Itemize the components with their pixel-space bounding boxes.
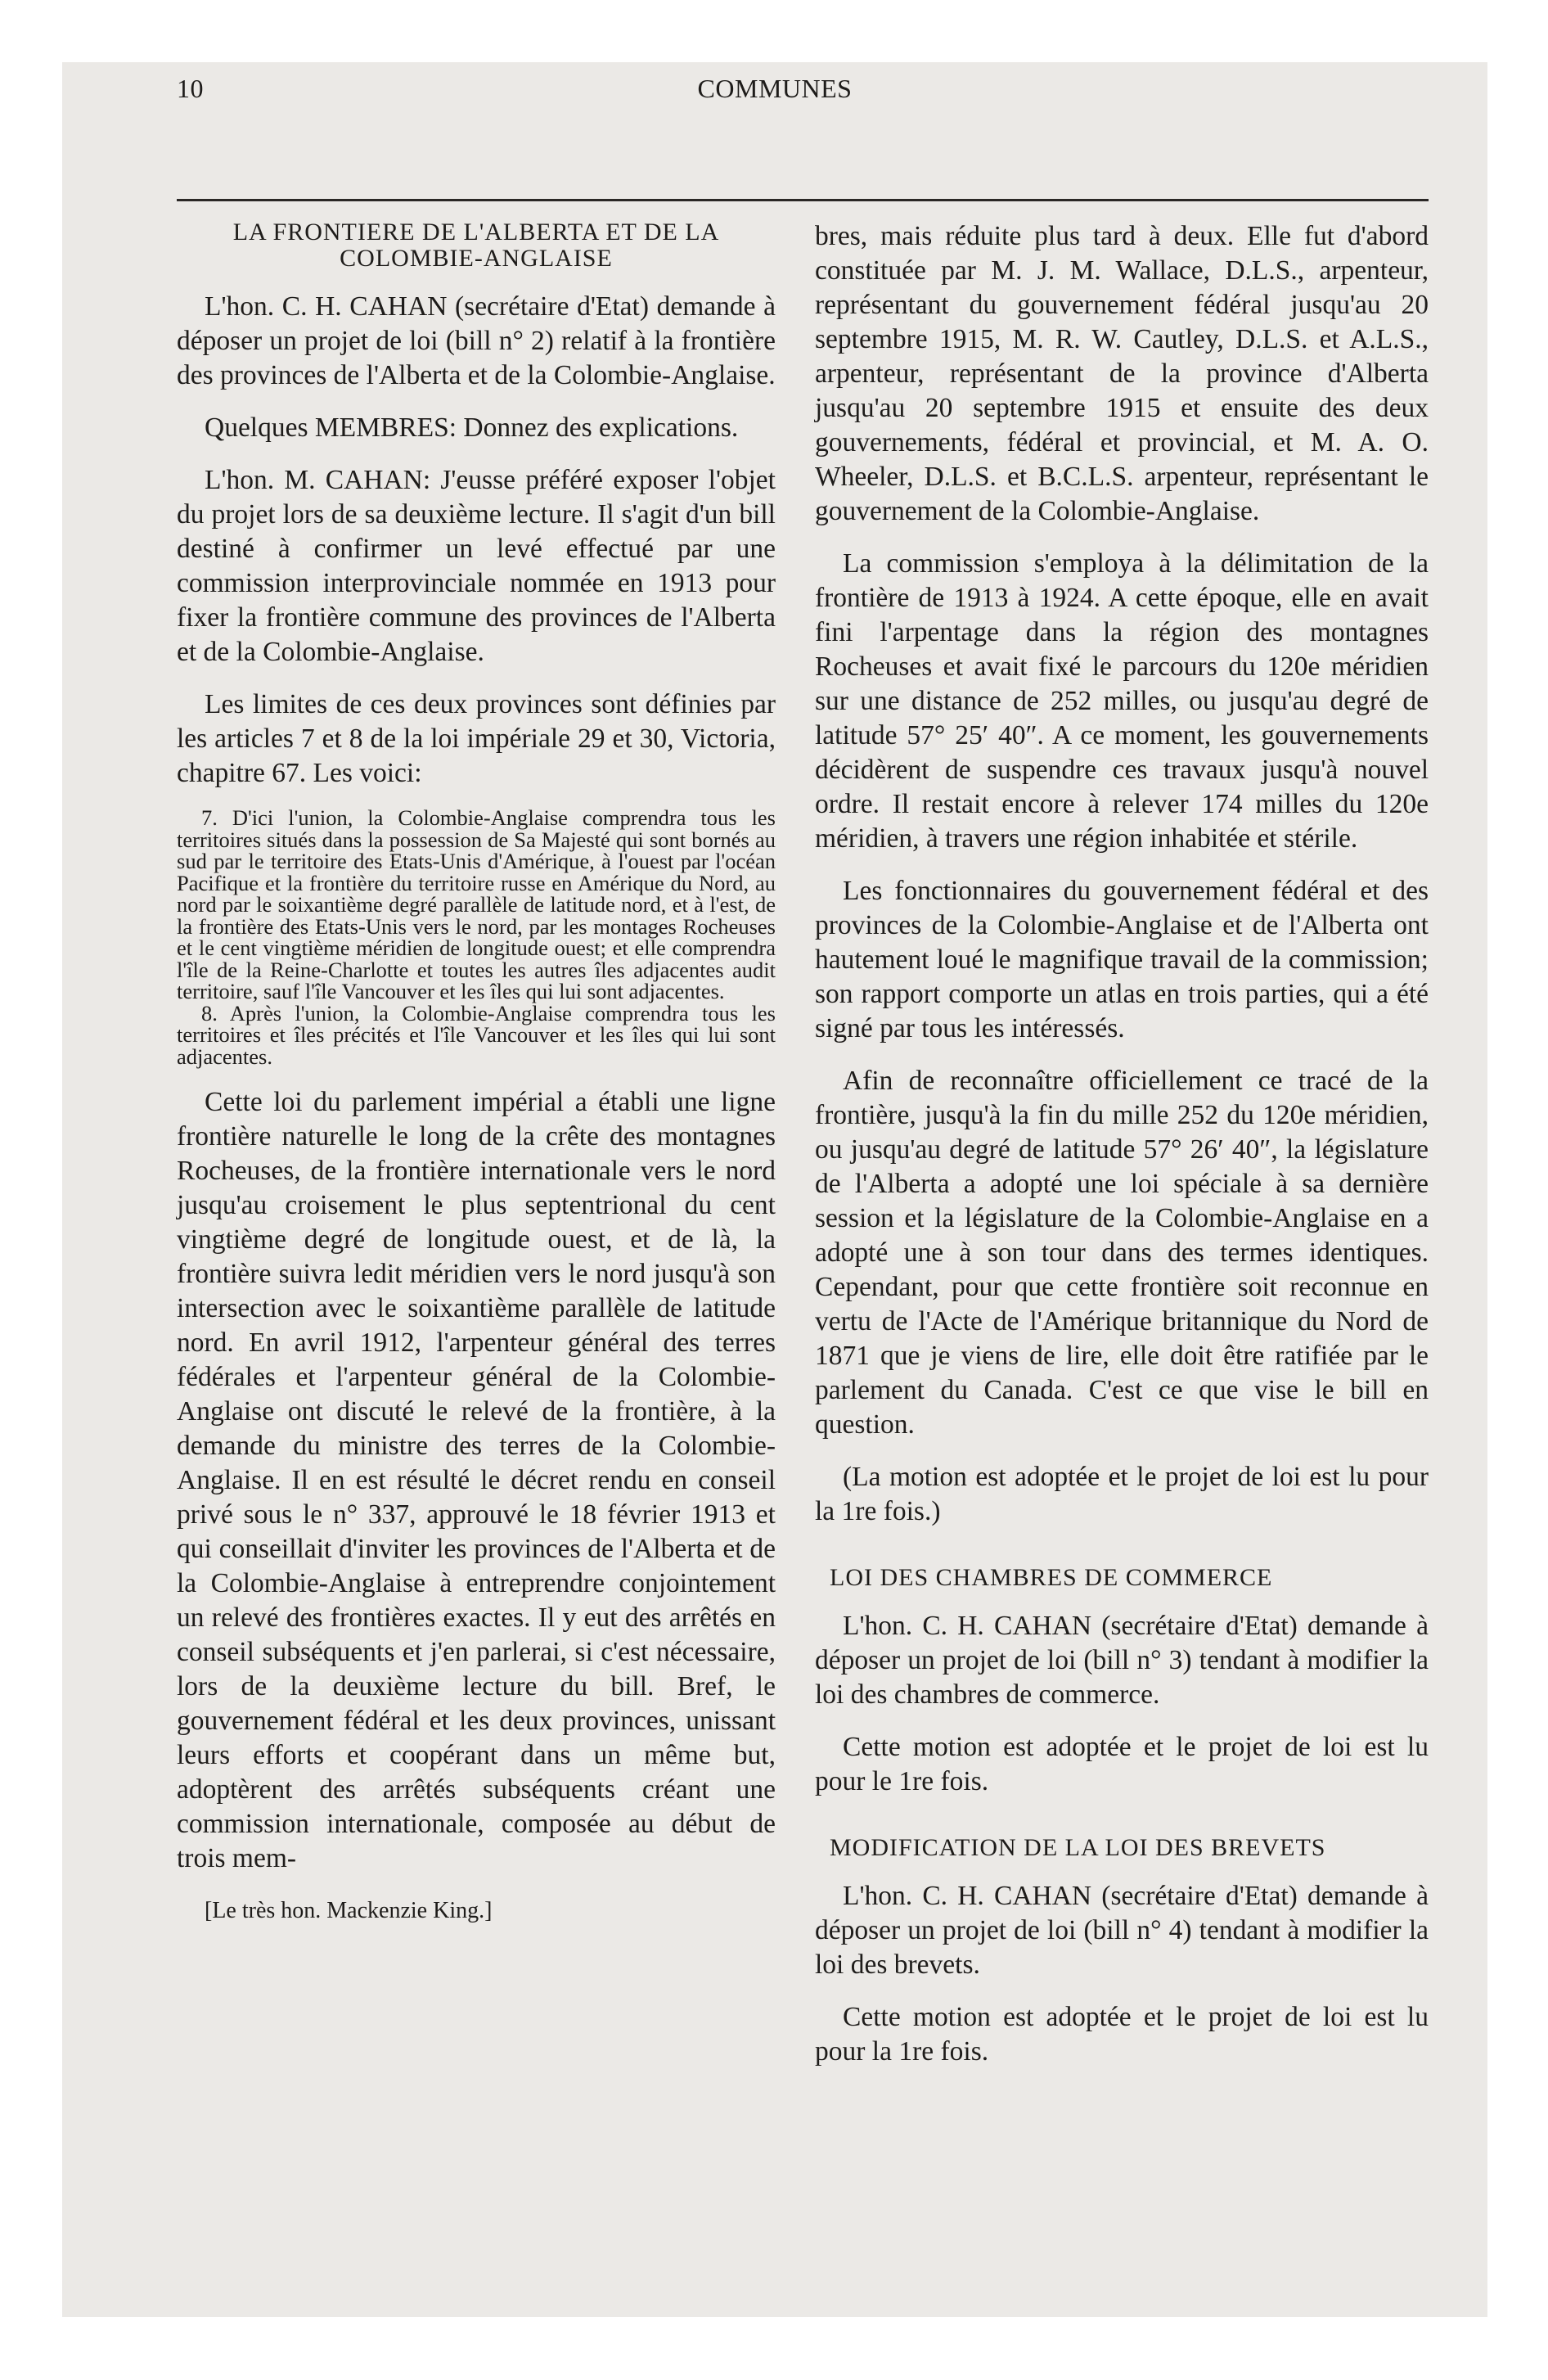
paragraph: Quelques MEMBRES: Donnez des explications. (205, 412, 739, 443)
running-title: COMMUNES (697, 74, 853, 103)
paragraph: Cette loi du parlement impérial a établi une ligne frontière naturelle le long de la crête des montagnes Rocheuses, de la frontière internationale vers le nord jusqu'au croisement le plus septentrional du cent vingtième degré de longitude ouest, et de là, la frontière suivra ledit méridien vers le nord jusqu'à son intersection avec le soixantième parallèle de latitude nord. En avril 1912, l'arpenteur général des terres fédérales et l'arpenteur général de la Colombie-Anglaise ont discuté le relevé de la frontière, à la demande du ministre des terres de la Colombie-Anglaise. Il en est résulté le décret rendu en conseil privé sous le n° 337, approuvé le 18 février 1913 et qui conseillait d'inviter les provinces de l'Alberta et de la Colombie-Anglaise à entreprendre conjointement un relevé des frontières exactes. Il y eut des arrêtés en conseil subséquents et j'en parlerai, si c'est nécessaire, lors de la deuxième lecture du bill. Bref, le gouvernement fédéral et les deux provinces, unissant leurs efforts et coopérant dans un même but, adoptèrent des arrêtés subséquents créant une commission internationale, composée au début de trois mem- (177, 1087, 776, 1873)
paragraph: La commission s'employa à la délimitation de la frontière de 1913 à 1924. A cette époque, elle en avait fini l'arpentage dans la région des montagnes Rocheuses et avait fixé le parcours du 120e méridien sur une distance de 252 milles, ou jusqu'au degré de latitude 57° 25′ 40″. A ce moment, les gouvernements décidèrent de suspendre ces travaux jusqu'à nouvel ordre. Il restait encore à relever 174 milles du 120e méridien, à travers une région inhabitée et stérile. (815, 548, 1429, 854)
section-heading-chambres-commerce: LOI DES CHAMBRES DE COMMERCE (830, 1564, 1273, 1591)
paragraph: Cette motion est adoptée et le projet de loi est lu pour le 1re fois. (815, 1732, 1429, 1796)
right-column (815, 219, 1429, 2069)
paragraph: L'hon. C. H. CAHAN (secrétaire d'Etat) demande à déposer un projet de loi (bill n° 4) tendant à modifier la loi des brevets. (815, 1881, 1429, 1980)
paragraph: L'hon. C. H. CAHAN (secrétaire d'Etat) demande à déposer un projet de loi (bill n° 3) tendant à modifier la loi des chambres de commerce. (815, 1611, 1429, 1710)
paragraph: Les limites de ces deux provinces sont définies par les articles 7 et 8 de la loi impériale 29 et 30, Victoria, chapitre 67. Les voici: (177, 689, 776, 788)
running-head (0, 0, 1548, 103)
quote-article-7: 7. D'ici l'union, la Colombie-Anglaise comprendra tous les territoires situés dans la possession de Sa Majesté qui sont bornés au sud par le territoire des Etats-Unis d'Amérique, à l'ouest par l'océan Pacifique et la frontière du territoire russe en Amérique du Nord, au nord par le soixantième degré parallèle de latitude nord, et à l'est, de la frontière des Etats-Unis vers le nord, par les montages Rocheuses et le cent vingtième méridien de longitude ouest; et elle comprendra l'île de la Reine-Charlotte et toutes les autres îles adjacentes audit territoire, sauf l'île Vancouver et les îles qui lui sont adjacentes. (177, 805, 776, 1003)
section-heading-brevets: MODIFICATION DE LA LOI DES BREVETS (830, 1834, 1326, 1861)
paragraph: (La motion est adoptée et le projet de loi est lu pour la 1re fois.) (815, 1462, 1429, 1526)
paragraph: Cette motion est adoptée et le projet de loi est lu pour la 1re fois. (815, 2002, 1429, 2067)
section-heading-alberta-frontier: LA FRONTIERE DE L'ALBERTA ET DE LA COLOMBIE-ANGLAISE (232, 219, 720, 272)
paragraph: L'hon. M. CAHAN: J'eusse préféré exposer l'objet du projet lors de sa deuxième lecture. Il s'agit d'un bill destiné à confirmer un levé effectué par une commission interprovinciale nommée en 1913 pour fixer la frontière commune des provinces de l'Alberta et de la Colombie-Anglaise. (177, 465, 776, 667)
paragraph: Les fonctionnaires du gouvernement fédéral et des provinces de la Colombie-Anglaise et de l'Alberta ont hautement loué le magnifique travail de la commission; son rapport comporte un atlas en trois parties, qui a été signé par tous les intéressés. (815, 876, 1429, 1044)
paragraph: Afin de reconnaître officiellement ce tracé de la frontière, jusqu'à la fin du mille 252 du 120e méridien, ou jusqu'au degré de latitude 57° 26′ 40″, la législature de l'Alberta a adopté une loi spéciale à sa dernière session et la législature de la Colombie-Anglaise en a adopté une à son tour dans des termes identiques. Cependant, pour que cette frontière soit reconnue en vertu de l'Acte de l'Amérique britannique du Nord de 1871 que je viens de lire, elle doit être ratifiée par le parlement du Canada. C'est ce que vise le bill en question. (815, 1066, 1429, 1440)
speaker-note: [Le très hon. Mackenzie King.] (205, 1898, 493, 1923)
quote-article-8: 8. Après l'union, la Colombie-Anglaise comprendra tous les territoires et îles précités et l'île Vancouver et les îles qui lui sont adjacentes. (177, 1000, 776, 1069)
page-number: 10 (177, 74, 204, 103)
header-rule (177, 199, 1429, 201)
left-column (177, 219, 776, 1928)
paragraph: L'hon. C. H. CAHAN (secrétaire d'Etat) demande à déposer un projet de loi (bill n° 2) relatif à la frontière des provinces de l'Alberta et de la Colombie-Anglaise. (177, 291, 776, 390)
statute-quote (177, 807, 776, 1067)
paragraph: bres, mais réduite plus tard à deux. Elle fut d'abord constituée par M. J. M. Wallace, D.L.S., arpenteur, représentant du gouvernement fédéral jusqu'au 20 septembre 1915, M. R. W. Cautley, D.L.S. et A.L.S., arpenteur, représentant de la province d'Alberta jusqu'au 20 septembre 1915 et ensuite des deux gouvernements, fédéral et provincial, et M. A. O. Wheeler, D.L.S. et B.C.L.S. arpenteur, représentant le gouvernement de la Colombie-Anglaise. (815, 221, 1429, 526)
